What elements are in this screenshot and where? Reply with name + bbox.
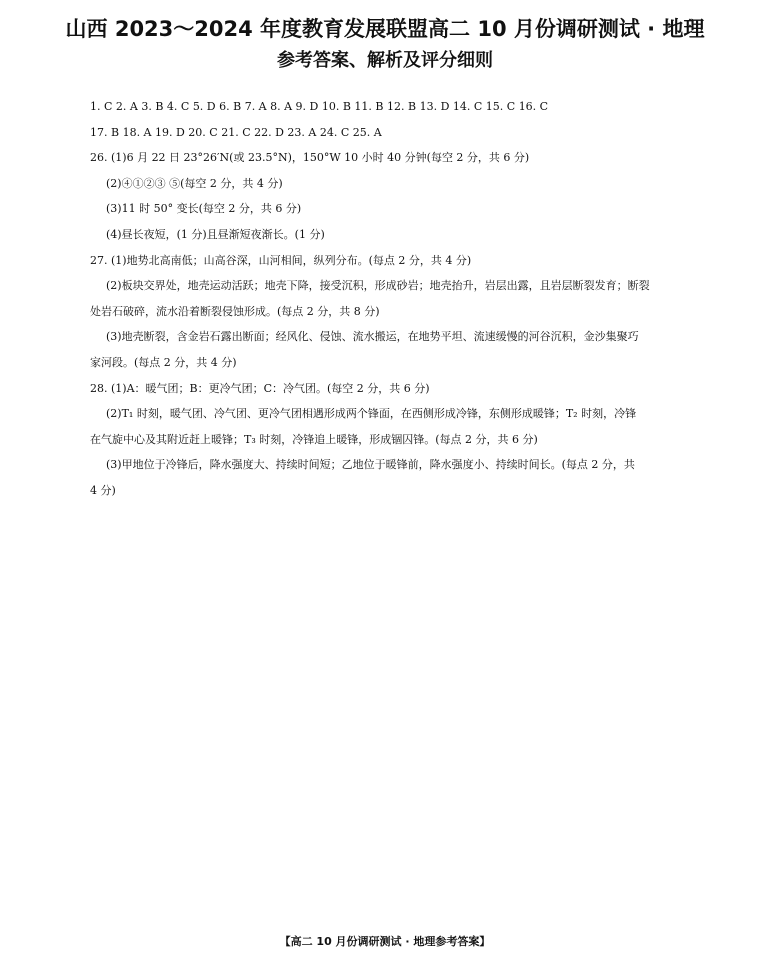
q27-part-3-line-2: 家河段。(每点 2 分，共 4 分) — [90, 355, 237, 369]
choice-answers-line-1: 1. C 2. A 3. B 4. C 5. D 6. B 7. A 8. A 9. D 10. B 11. B 12. B 13. D 14. C 15. C 16. C — [90, 100, 549, 113]
q26-part-1: 26. (1)6 月 22 日 23°26′N(或 23.5°N)，150°W 10 小时 40 分钟(每空 2 分，共 6 分) — [90, 151, 530, 165]
answer-content — [90, 94, 710, 504]
q28-part-3-line-2: 4 分) — [90, 483, 116, 497]
document-subtitle: 参考答案、解析及评分细则 — [277, 50, 493, 71]
q26-part-4: (4)昼长夜短，(1 分)且昼渐短夜渐长。(1 分) — [106, 227, 325, 241]
document-title: 山西 2023～2024 年度教育发展联盟高二 10 月份调研测试 · 地理 — [65, 17, 705, 41]
q26-part-3: (3)11 时 50° 变长(每空 2 分，共 6 分) — [106, 202, 302, 216]
q26-part-2: (2)④①②③ ⑤(每空 2 分，共 4 分) — [106, 176, 283, 190]
q28-part-2-line-2: 在气旋中心及其附近赶上暖锋；T₃ 时刻，冷锋追上暖锋，形成锢囚锋。(每点 2 分，共 6 分) — [90, 432, 538, 446]
q27-part-2-line-2: 处岩石破碎，流水沿着断裂侵蚀形成。(每点 2 分，共 8 分) — [90, 304, 380, 318]
q27-part-2-line-1: (2)板块交界处，地壳运动活跃；地壳下降，接受沉积，形成砂岩；地壳抬升，岩层出露，且岩层断裂发育；断裂 — [106, 279, 650, 293]
q28-part-3-line-1: (3)甲地位于冷锋后，降水强度大、持续时间短；乙地位于暖锋前，降水强度小、持续时间长。(每点 2 分，共 — [106, 458, 635, 472]
q28-part-1: 28. (1)A：暖气团；B：更冷气团；C：冷气团。(每空 2 分，共 6 分) — [90, 381, 430, 395]
q27-part-1: 27. (1)地势北高南低；山高谷深，山河相间，纵列分布。(每点 2 分，共 4 分) — [90, 253, 472, 267]
q28-part-2-line-1: (2)T₁ 时刻，暖气团、冷气团、更冷气团相遇形成两个锋面，在西侧形成冷锋，东侧形成暖锋；T₂ 时刻，冷锋 — [106, 407, 637, 421]
q27-part-3-line-1: (3)地壳断裂，含金岩石露出断面；经风化、侵蚀、流水搬运，在地势平坦、流速缓慢的河谷沉积，金沙集聚巧 — [106, 330, 639, 344]
choice-answers-line-2: 17. B 18. A 19. D 20. C 21. C 22. D 23. A 24. C 25. A — [90, 125, 382, 139]
page-footer: 【高二 10 月份调研测试 · 地理参考答案】 — [279, 935, 491, 948]
